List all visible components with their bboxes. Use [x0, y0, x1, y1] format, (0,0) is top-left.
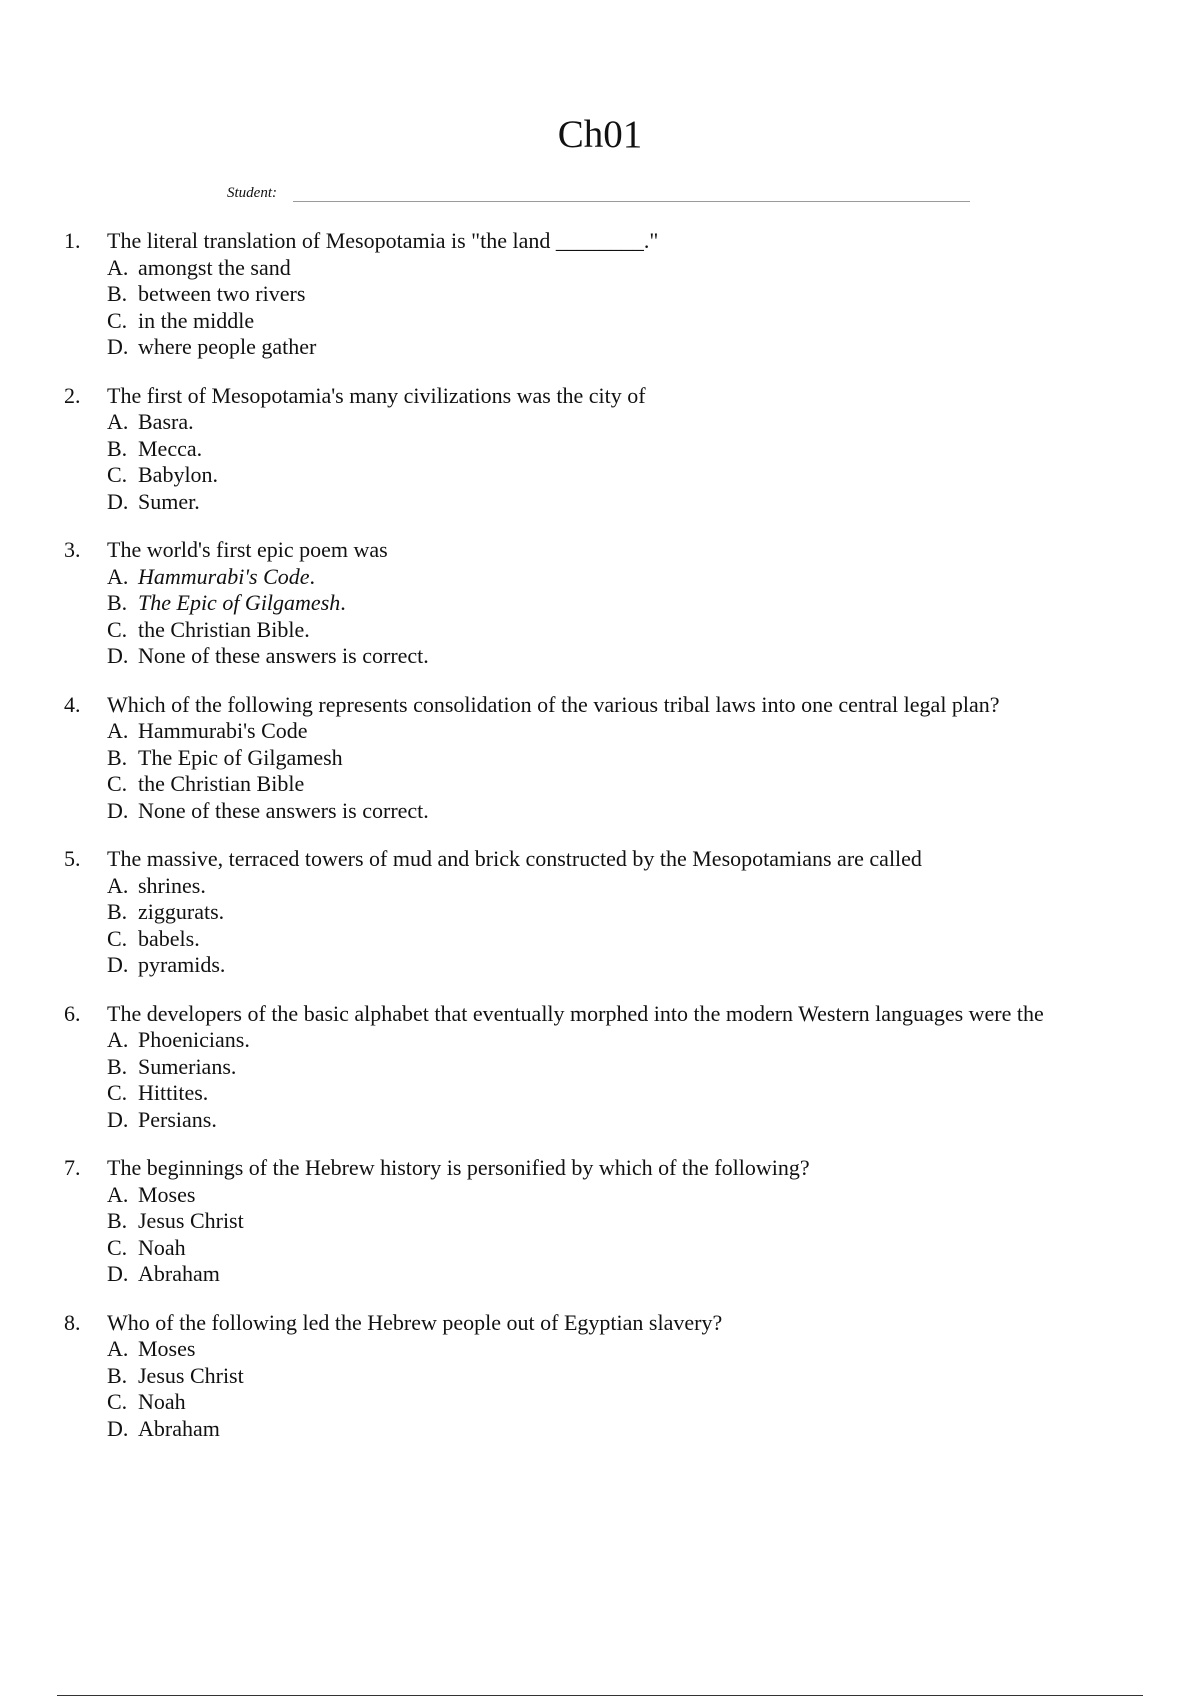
choice-letter: A. — [107, 718, 129, 743]
answer-choice — [107, 952, 1107, 979]
choice-letter: A. — [107, 254, 129, 280]
question-body — [107, 1310, 1107, 1443]
choice-text: shrines. — [138, 872, 206, 898]
question-text: The world's first epic poem was — [107, 537, 388, 562]
question-body — [107, 1155, 1107, 1288]
question-number: 3. — [64, 537, 81, 562]
choice-text: Hittites. — [138, 1080, 209, 1105]
choice-letter: C. — [107, 1080, 128, 1105]
choice-text: None of these answers is correct. — [138, 797, 429, 823]
choice-title-text: Hammurabi's Code — [138, 563, 310, 589]
choice-text: between two rivers — [138, 281, 306, 306]
choice-text: Phoenicians. — [138, 1027, 250, 1052]
choice-letter: A. — [107, 872, 129, 898]
choice-letter: B. — [107, 281, 128, 306]
page-title: Ch01 — [557, 113, 643, 156]
question-number: 1. — [64, 228, 81, 253]
answer-choice — [107, 1027, 1107, 1054]
choice-suffix: . — [309, 563, 316, 589]
question-text: The first of Mesopotamia's many civilizations was the city of — [107, 382, 646, 408]
choice-letter: D. — [107, 1415, 129, 1441]
answer-choice — [107, 334, 1107, 361]
choice-text: the Christian Bible — [138, 771, 305, 796]
question-number: 5. — [64, 846, 81, 871]
choice-text: None of these answers is correct. — [138, 643, 429, 668]
question-text: Which of the following represents consolidation of the various tribal laws into one central legal plan? — [107, 691, 1000, 717]
choice-letter: D. — [107, 488, 129, 514]
answer-choice — [107, 564, 1107, 591]
choice-letter: D. — [107, 643, 129, 668]
question-text: The massive, terraced towers of mud and brick constructed by the Mesopotamians are called — [107, 846, 922, 871]
choice-text: Persians. — [138, 1106, 217, 1132]
choice-suffix: . — [340, 590, 346, 615]
choice-letter: A. — [107, 409, 129, 434]
answer-choice — [107, 1208, 1107, 1235]
choice-text: where people gather — [138, 334, 317, 359]
answer-choice — [107, 1107, 1107, 1134]
answer-choice — [107, 1054, 1107, 1081]
question-number: 8. — [64, 1309, 81, 1335]
choice-letter: B. — [107, 899, 128, 924]
choice-text: Mecca. — [138, 435, 203, 461]
answer-choice — [107, 1363, 1107, 1390]
choice-letter: C. — [107, 616, 128, 642]
answer-choice — [107, 1182, 1107, 1209]
choice-text: Abraham — [138, 1415, 220, 1441]
footer-rule — [57, 1695, 1143, 1696]
question-body — [107, 228, 1107, 361]
question-text: Who of the following led the Hebrew people out of Egyptian slavery? — [107, 1309, 723, 1335]
choice-text: Sumer. — [138, 488, 200, 514]
choice-letter: D. — [107, 952, 129, 977]
choice-text: Moses — [138, 1336, 196, 1361]
answer-choice — [107, 643, 1107, 670]
choice-text: Abraham — [138, 1261, 220, 1286]
choice-text: the Christian Bible. — [138, 616, 310, 642]
answer-choice — [107, 590, 1107, 617]
choice-letter: C. — [107, 1234, 128, 1260]
choice-letter: A. — [107, 1336, 129, 1361]
question-list — [0, 228, 1200, 1464]
choice-letter: B. — [107, 435, 128, 461]
question-item — [0, 228, 1200, 361]
answer-choice — [107, 462, 1107, 489]
question-number: 7. — [64, 1155, 81, 1180]
choice-letter: A. — [107, 563, 129, 589]
answer-choice — [107, 899, 1107, 926]
choice-letter: C. — [107, 1389, 128, 1414]
choice-text: Basra. — [138, 409, 194, 434]
student-name-line — [293, 201, 970, 202]
choice-letter: B. — [107, 590, 128, 615]
answer-choice — [107, 409, 1107, 436]
answer-choice — [107, 1080, 1107, 1107]
question-item — [0, 537, 1200, 670]
choice-text: The Epic of Gilgamesh — [138, 744, 343, 770]
question-body — [107, 1001, 1107, 1134]
choice-text: pyramids. — [138, 952, 226, 977]
question-item — [0, 846, 1200, 979]
answer-choice — [107, 1416, 1107, 1443]
question-text: The literal translation of Mesopotamia is "the land ________." — [107, 228, 659, 253]
answer-choice — [107, 489, 1107, 516]
answer-choice — [107, 617, 1107, 644]
choice-letter: D. — [107, 1261, 129, 1286]
student-name-row — [227, 184, 972, 208]
answer-choice — [107, 798, 1107, 825]
question-item — [0, 692, 1200, 825]
choice-letter: D. — [107, 797, 129, 823]
question-body — [107, 537, 1107, 670]
student-label: Student: — [227, 185, 277, 201]
choice-text: Sumerians. — [138, 1053, 237, 1079]
question-body — [107, 383, 1107, 516]
answer-choice — [107, 718, 1107, 745]
question-number: 6. — [64, 1000, 81, 1026]
answer-choice — [107, 281, 1107, 308]
question-item — [0, 1155, 1200, 1288]
choice-title-text: The Epic of Gilgamesh — [138, 590, 341, 615]
choice-text: babels. — [138, 925, 200, 951]
answer-choice — [107, 1261, 1107, 1288]
choice-letter: C. — [107, 771, 128, 796]
choice-letter: C. — [107, 925, 128, 951]
choice-text: Hammurabi's Code — [138, 718, 308, 743]
answer-choice — [107, 1235, 1107, 1262]
question-text: The beginnings of the Hebrew history is personified by which of the following? — [107, 1155, 810, 1180]
choice-letter: C. — [107, 307, 128, 333]
question-number: 4. — [64, 691, 81, 717]
question-item — [0, 1001, 1200, 1134]
answer-choice — [107, 873, 1107, 900]
question-body — [107, 846, 1107, 979]
choice-text: Jesus Christ — [138, 1208, 244, 1233]
question-text: The developers of the basic alphabet that eventually morphed into the modern Western languages were the — [107, 1000, 1044, 1026]
answer-choice — [107, 771, 1107, 798]
answer-choice — [107, 308, 1107, 335]
choice-text: Babylon. — [138, 462, 219, 487]
choice-letter: A. — [107, 1027, 129, 1052]
choice-letter: B. — [107, 1208, 128, 1233]
answer-choice — [107, 1336, 1107, 1363]
answer-choice — [107, 1389, 1107, 1416]
choice-letter: B. — [107, 1362, 128, 1388]
choice-text: ziggurats. — [138, 899, 225, 924]
answer-choice — [107, 255, 1107, 282]
answer-choice — [107, 926, 1107, 953]
choice-letter: C. — [107, 462, 128, 487]
question-item — [0, 383, 1200, 516]
answer-choice — [107, 745, 1107, 772]
question-body — [107, 692, 1107, 825]
question-item — [0, 1310, 1200, 1443]
choice-letter: B. — [107, 1053, 128, 1079]
choice-letter: A. — [107, 1181, 129, 1207]
choice-text: Moses — [138, 1181, 196, 1207]
choice-text: Noah — [138, 1389, 186, 1414]
choice-letter: B. — [107, 744, 128, 770]
choice-letter: D. — [107, 1106, 129, 1132]
choice-letter: D. — [107, 334, 129, 359]
answer-choice — [107, 436, 1107, 463]
choice-text: Jesus Christ — [138, 1362, 244, 1388]
question-number: 2. — [64, 382, 81, 408]
choice-text: Noah — [138, 1234, 186, 1260]
choice-text: in the middle — [138, 307, 255, 333]
choice-text: amongst the sand — [138, 254, 291, 280]
